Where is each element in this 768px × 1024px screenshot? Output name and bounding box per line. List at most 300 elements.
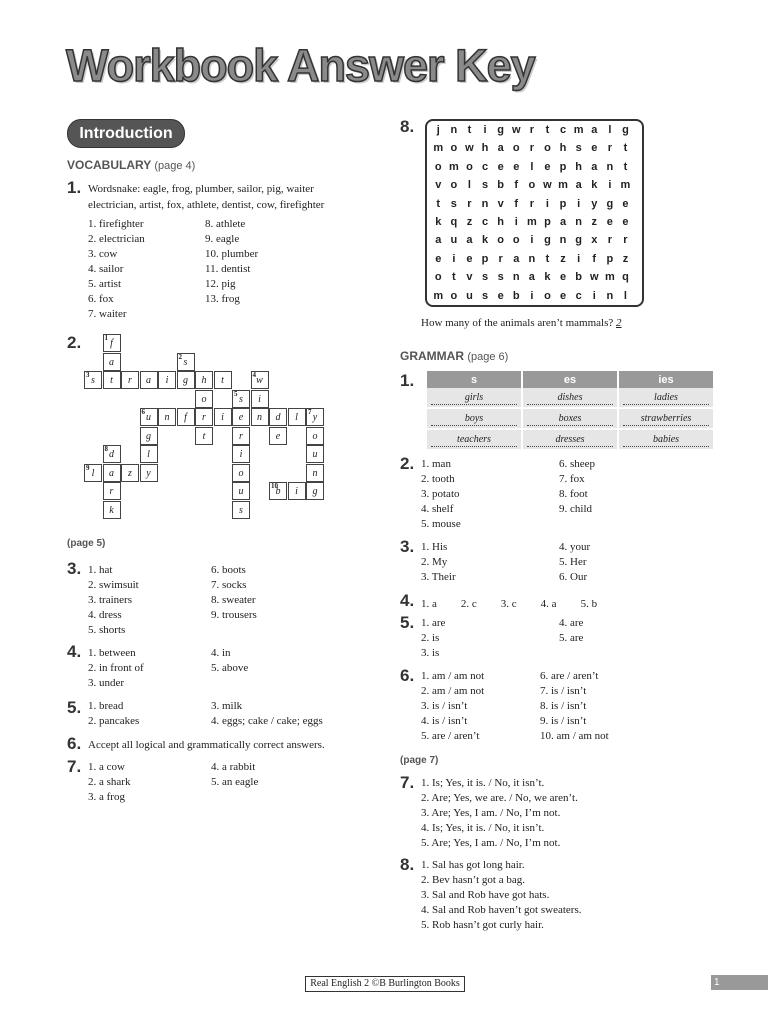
wordsearch-letter: i bbox=[608, 179, 612, 192]
section-label: Introduction bbox=[67, 119, 185, 148]
crossword-cell: a bbox=[103, 353, 121, 371]
list-item: 2. tooth bbox=[421, 473, 455, 485]
wordsearch-letter: t bbox=[452, 271, 456, 284]
crossword-cell: t bbox=[103, 371, 121, 389]
answer-list bbox=[88, 760, 130, 805]
wordsearch-letter: i bbox=[577, 197, 581, 210]
table-cell: babies bbox=[618, 429, 714, 450]
table-row bbox=[427, 429, 714, 450]
table-row bbox=[427, 408, 714, 429]
exercise-number: 2. bbox=[67, 333, 82, 352]
wordsearch-letter: m bbox=[573, 124, 584, 136]
wordsearch-letter: t bbox=[467, 124, 472, 136]
list-item: 3. Sal and Rob have got hats. bbox=[421, 889, 550, 901]
wordsearch-letter: o bbox=[450, 289, 458, 302]
wordsearch-letter: t bbox=[545, 252, 550, 265]
list-item: 3. potato bbox=[421, 488, 460, 500]
crossword-cell: t bbox=[214, 371, 232, 389]
wordsearch-letter: j bbox=[436, 124, 440, 136]
wordsnake-line-2: electrician, artist, fox, athlete, dentist, cow, firefighter bbox=[88, 199, 325, 211]
wordsearch-letter: o bbox=[434, 271, 442, 284]
answer-list bbox=[540, 669, 609, 744]
wordsearch-letter: b bbox=[497, 179, 504, 192]
clue-number: 7 bbox=[308, 408, 312, 416]
crossword-cell: g bbox=[177, 371, 195, 389]
list-item: 10. plumber bbox=[205, 248, 259, 260]
column-header: ies bbox=[618, 371, 714, 388]
list-item: 1. a bbox=[421, 598, 437, 610]
clue-number: 2 bbox=[178, 352, 182, 361]
wordsearch-letter: b bbox=[575, 271, 582, 284]
wordsearch-letter: l bbox=[467, 179, 471, 192]
crossword-cell: i bbox=[288, 482, 306, 500]
wordsnake-line-1: Wordsnake: eagle, frog, plumber, sailor, pig, waiter bbox=[88, 183, 314, 195]
list-item: 2. a shark bbox=[88, 776, 131, 788]
list-item: 5. are bbox=[559, 632, 584, 644]
list-item: 8. foot bbox=[559, 488, 588, 500]
grammar-page: (page 6) bbox=[467, 351, 509, 363]
wordsearch-letter: c bbox=[481, 216, 489, 228]
exercise-number: 7. bbox=[67, 757, 82, 776]
list-item: 8. is / isn’t bbox=[540, 700, 587, 712]
exercise-number: 3. bbox=[400, 537, 415, 556]
answer-list bbox=[88, 217, 145, 322]
wordsearch-letter: r bbox=[529, 197, 534, 210]
wordsearch-letter: n bbox=[606, 289, 614, 302]
list-item: 2. Bev hasn’t got a bag. bbox=[421, 874, 525, 886]
crossword-cell: 9 l bbox=[84, 464, 102, 482]
wordsearch-letter: t bbox=[623, 142, 628, 155]
wordsearch-letter: n bbox=[559, 234, 567, 247]
list-item: 3. under bbox=[88, 677, 125, 689]
grammar-heading bbox=[400, 349, 508, 363]
wordsearch-letter: v bbox=[497, 197, 504, 210]
wordsearch-letter: c bbox=[481, 160, 489, 173]
list-item: 4. shelf bbox=[421, 503, 454, 515]
list-item: 6. are / aren’t bbox=[540, 670, 599, 682]
question-text: How many of the animals aren’t mammals? bbox=[421, 317, 614, 329]
crossword-cell: a bbox=[103, 464, 121, 482]
wordsearch-letter: o bbox=[544, 289, 551, 302]
wordsearch-letter: n bbox=[575, 216, 582, 228]
exercise-number: 1. bbox=[67, 178, 82, 197]
table-row bbox=[427, 388, 714, 408]
wordsearch-letter: s bbox=[481, 289, 489, 302]
table-cell: boxes bbox=[522, 408, 618, 429]
list-item: 2. in front of bbox=[88, 662, 144, 674]
list-item: 8. athlete bbox=[205, 218, 246, 230]
clue-number: 8 bbox=[104, 445, 108, 453]
wordsearch-letter: a bbox=[591, 160, 598, 173]
list-item: 1. Is; Yes, it is. / No, it isn’t. bbox=[421, 777, 545, 789]
list-item: 7. fox bbox=[559, 473, 585, 485]
wordsearch-letter: m bbox=[433, 289, 444, 302]
wordsearch-letter: a bbox=[591, 124, 598, 136]
list-item: 5. Rob hasn’t got curly hair. bbox=[421, 919, 544, 931]
list-item: 1. between bbox=[88, 647, 136, 659]
wordsearch-letter: e bbox=[497, 289, 504, 302]
list-item: 7. socks bbox=[211, 579, 247, 591]
vocabulary-page: (page 4) bbox=[154, 160, 196, 172]
wordsearch-letter: e bbox=[466, 252, 473, 265]
wordsearch-letter: r bbox=[529, 124, 534, 136]
list-item: 5. shorts bbox=[88, 624, 126, 636]
wordsearch-letter: p bbox=[559, 197, 567, 210]
crossword-cell: r bbox=[121, 371, 139, 389]
wordsearch-letter: g bbox=[606, 197, 614, 210]
wordsearch-letter: e bbox=[622, 197, 629, 210]
question-answer: 2 bbox=[616, 317, 622, 329]
list-item: 2. am / am not bbox=[421, 685, 485, 697]
crossword-cell: n bbox=[306, 464, 324, 482]
list-item: 6. boots bbox=[211, 564, 246, 576]
answer-list bbox=[559, 457, 595, 517]
wordsearch-letter: t bbox=[623, 160, 628, 173]
wordsearch-letter: n bbox=[450, 124, 458, 136]
exercise-number: 4. bbox=[67, 642, 82, 661]
list-item: 2. Are; Yes, we are. / No, we aren’t. bbox=[421, 792, 578, 804]
wordsearch-letter: k bbox=[435, 216, 442, 228]
wordsearch-letter: s bbox=[497, 271, 504, 284]
list-item: 9. eagle bbox=[205, 233, 240, 245]
list-item: 6. Our bbox=[559, 571, 588, 583]
wordsearch-question bbox=[421, 316, 622, 331]
wordsearch-letter: w bbox=[589, 271, 599, 284]
crossword-cell: r bbox=[103, 482, 121, 500]
wordsearch-letter: o bbox=[544, 142, 551, 155]
wordsearch-letter: q bbox=[622, 271, 629, 284]
list-item: 3. Are; Yes, I am. / No, I’m not. bbox=[421, 807, 561, 819]
clue-number: 3 bbox=[86, 371, 90, 379]
wordsearch-letter: e bbox=[606, 216, 613, 228]
wordsearch-letter: o bbox=[512, 234, 520, 247]
wordsearch-letter: s bbox=[481, 271, 489, 284]
wordsearch-letter: b bbox=[512, 289, 520, 302]
answer-list bbox=[211, 760, 258, 790]
wordsearch-letter: e bbox=[622, 216, 629, 228]
wordsearch-letter: g bbox=[497, 124, 504, 136]
wordsearch-letter: x bbox=[591, 234, 598, 247]
list-item: 4. your bbox=[559, 541, 591, 553]
plural-table bbox=[427, 371, 715, 451]
list-item: 13. frog bbox=[205, 293, 240, 305]
clue-number: 9 bbox=[86, 463, 90, 472]
answer-list bbox=[559, 616, 583, 646]
wordsearch-letter: m bbox=[448, 160, 459, 173]
wordsearch-letter: n bbox=[606, 160, 614, 173]
wordsearch-letter: l bbox=[608, 124, 612, 136]
page-5-label: (page 5) bbox=[67, 538, 106, 549]
list-item: 3. milk bbox=[211, 700, 243, 712]
wordsearch-grid bbox=[425, 119, 644, 307]
wordsearch-letter: a bbox=[466, 234, 473, 247]
wordsearch-letter: h bbox=[497, 216, 504, 228]
wordsearch-letter: r bbox=[623, 234, 628, 247]
wordsearch-letter: i bbox=[530, 234, 534, 247]
wordsearch-letter: e bbox=[513, 160, 520, 173]
wordsearch-letter: e bbox=[544, 160, 551, 173]
clue-number: 4 bbox=[252, 371, 256, 379]
exercise-number: 8. bbox=[400, 117, 415, 136]
wordsearch-letter: o bbox=[466, 160, 473, 173]
crossword-cell: 1 f bbox=[103, 334, 121, 352]
list-item: 2. swimsuit bbox=[88, 579, 139, 591]
list-item: 3. cow bbox=[88, 248, 118, 260]
wordsearch-letter: a bbox=[528, 271, 535, 284]
crossword-cell: 3 s bbox=[84, 371, 102, 389]
crossword-cell: e bbox=[269, 427, 287, 445]
crossword-cell: s bbox=[232, 501, 250, 519]
crossword-cell: f bbox=[177, 408, 195, 426]
wordsearch-letter: o bbox=[497, 234, 504, 247]
list-item: 1. His bbox=[421, 541, 448, 553]
list-item: 4. a bbox=[540, 598, 557, 610]
answer-list bbox=[559, 540, 590, 585]
list-item: 7. is / isn’t bbox=[540, 685, 587, 697]
list-item: 4. Is; Yes, it is. / No, it isn’t. bbox=[421, 822, 545, 834]
crossword-cell: u bbox=[306, 445, 324, 463]
list-item: 4. dress bbox=[88, 609, 122, 621]
wordsearch-letter: k bbox=[544, 271, 551, 284]
exercise-number: 8. bbox=[400, 855, 415, 874]
crossword-cell: o bbox=[306, 427, 324, 445]
answer-list bbox=[421, 776, 578, 851]
wordsearch-letter: a bbox=[435, 234, 442, 247]
wordsearch-letter: e bbox=[591, 142, 598, 155]
wordsearch-letter: s bbox=[450, 197, 457, 210]
wordsearch-letter: h bbox=[559, 142, 567, 155]
list-item: 5. above bbox=[211, 662, 249, 674]
crossword-cell: n bbox=[251, 408, 269, 426]
answer-list bbox=[88, 563, 139, 638]
wordsearch-letter: c bbox=[575, 289, 582, 302]
crossword-cell: 4 w bbox=[251, 371, 269, 389]
crossword-cell: e bbox=[232, 408, 250, 426]
wordsearch-letter: r bbox=[607, 142, 612, 155]
footer-credit: Real English 2 ©B Burlington Books bbox=[305, 976, 465, 992]
wordsearch-letter: l bbox=[530, 160, 534, 173]
list-item: 1. a cow bbox=[88, 761, 125, 773]
wordsearch-letter: a bbox=[497, 142, 504, 155]
clue-number: 5 bbox=[234, 389, 238, 398]
crossword-cell: z bbox=[121, 464, 139, 482]
crossword-cell: 8 d bbox=[103, 445, 121, 463]
list-item: 1. man bbox=[421, 458, 451, 470]
page-title: Workbook Answer Key bbox=[66, 40, 535, 91]
wordsearch-letter: o bbox=[434, 160, 442, 173]
clue-number: 10 bbox=[271, 482, 278, 490]
answer-list bbox=[88, 646, 144, 691]
wordsearch-letter: z bbox=[591, 216, 597, 228]
crossword-cell: o bbox=[195, 390, 213, 408]
wordsearch-letter: p bbox=[606, 252, 614, 265]
list-item: 2. pancakes bbox=[88, 715, 140, 727]
crossword-cell: l bbox=[288, 408, 306, 426]
list-item: 4. eggs; cake / cake; eggs bbox=[211, 715, 323, 727]
answer-row bbox=[421, 594, 621, 612]
list-item: 6. fox bbox=[88, 293, 114, 305]
exercise-number: 5. bbox=[67, 698, 82, 717]
wordsearch-letter: h bbox=[575, 160, 582, 173]
wordsearch-letter: i bbox=[577, 252, 581, 265]
exercise-number: 2. bbox=[400, 454, 415, 473]
wordsearch-letter: r bbox=[607, 234, 612, 247]
wordsearch-letter: r bbox=[529, 142, 534, 155]
grammar-title: GRAMMAR bbox=[400, 349, 464, 363]
crossword-cell: o bbox=[232, 464, 250, 482]
exercise-6-text: Accept all logical and grammatically correct answers. bbox=[88, 739, 325, 751]
wordsearch-letter: w bbox=[511, 124, 521, 136]
wordsearch-letter: l bbox=[623, 289, 627, 302]
list-item: 9. child bbox=[559, 503, 592, 515]
wordsearch-letter: i bbox=[452, 252, 456, 265]
wordsearch-letter: p bbox=[559, 160, 567, 173]
wordsearch-letter: m bbox=[620, 179, 631, 192]
page-7-label: (page 7) bbox=[400, 755, 439, 766]
crossword-cell: r bbox=[232, 427, 250, 445]
wordsearch-letter: a bbox=[575, 179, 582, 192]
list-item: 5. mouse bbox=[421, 518, 461, 530]
wordsearch-letter: g bbox=[622, 124, 629, 136]
page-number: 1 bbox=[711, 975, 768, 990]
list-item: 10. am / am not bbox=[540, 730, 609, 742]
crossword-cell: u bbox=[232, 482, 250, 500]
clue-number: 6 bbox=[141, 408, 145, 416]
crossword-cell: n bbox=[158, 408, 176, 426]
wordsearch-letter: y bbox=[591, 197, 598, 210]
column-header: s bbox=[427, 371, 522, 388]
wordsearch-letter: i bbox=[514, 216, 518, 228]
wordsearch-letter: h bbox=[481, 142, 489, 155]
crossword-cell: i bbox=[214, 408, 232, 426]
exercise-number: 5. bbox=[400, 613, 415, 632]
wordsearch-letter: i bbox=[483, 124, 487, 136]
wordsearch-letter: r bbox=[498, 252, 503, 265]
vocabulary-title: VOCABULARY bbox=[67, 158, 152, 172]
list-item: 3. Their bbox=[421, 571, 456, 583]
answer-list bbox=[211, 646, 248, 676]
clue-number: 1 bbox=[104, 334, 108, 342]
wordsearch-letter: k bbox=[591, 179, 598, 192]
answer-list bbox=[205, 217, 258, 307]
exercise-number: 1. bbox=[400, 371, 415, 390]
wordsearch-letter: f bbox=[514, 197, 519, 210]
list-item: 3. a frog bbox=[88, 791, 125, 803]
wordsearch-letter: t bbox=[545, 124, 550, 136]
crossword-cell: d bbox=[269, 408, 287, 426]
wordsearch-letter: o bbox=[512, 142, 520, 155]
crossword-cell: a bbox=[140, 371, 158, 389]
crossword-cell: 2 s bbox=[177, 353, 195, 371]
list-item: 5. an eagle bbox=[211, 776, 259, 788]
table-cell: teachers bbox=[427, 429, 522, 450]
list-item: 6. sheep bbox=[559, 458, 596, 470]
wordsearch-letter: m bbox=[604, 271, 615, 284]
wordsearch-letter: k bbox=[481, 234, 489, 247]
table-cell: girls bbox=[427, 388, 522, 408]
wordsearch-letter: p bbox=[544, 216, 551, 228]
table-cell: ladies bbox=[618, 388, 714, 408]
wordsearch-letter: i bbox=[530, 289, 534, 302]
wordsearch-letter: o bbox=[450, 179, 458, 192]
list-item: 9. is / isn’t bbox=[540, 715, 587, 727]
wordsearch-letter: f bbox=[592, 252, 597, 265]
crossword-cell: 6 u bbox=[140, 408, 158, 426]
wordsearch-letter: i bbox=[545, 197, 549, 210]
crossword-cell: g bbox=[140, 427, 158, 445]
wordsearch-letter: w bbox=[465, 142, 474, 155]
list-item: 1. Sal has got long hair. bbox=[421, 859, 525, 871]
answer-list bbox=[421, 858, 582, 933]
wordsearch-letter: n bbox=[481, 197, 489, 210]
list-item: 1. firefighter bbox=[88, 218, 144, 230]
table-cell: dresses bbox=[522, 429, 618, 450]
crossword-cell: 10 b bbox=[269, 482, 287, 500]
wordsearch-letter: e bbox=[559, 271, 567, 284]
crossword-cell: i bbox=[232, 445, 250, 463]
wordsearch-letter: z bbox=[560, 252, 566, 265]
exercise-number: 6. bbox=[67, 734, 82, 753]
wordsearch-letter: m bbox=[526, 216, 537, 228]
wordsearch-letter: r bbox=[467, 197, 472, 210]
wordsearch-letter: s bbox=[575, 142, 582, 155]
wordsearch-letter: w bbox=[543, 179, 552, 192]
answer-list bbox=[88, 699, 139, 729]
list-item: 1. am / am not bbox=[421, 670, 485, 682]
wordsearch-letter: z bbox=[622, 252, 629, 265]
list-item: 4. in bbox=[211, 647, 231, 659]
list-item: 4. is / isn’t bbox=[421, 715, 468, 727]
column-header: es bbox=[522, 371, 618, 388]
list-item: 3. is / isn’t bbox=[421, 700, 468, 712]
wordsearch-letter: a bbox=[513, 252, 520, 265]
crossword-cell: g bbox=[306, 482, 324, 500]
wordsearch-letter: u bbox=[466, 289, 473, 302]
crossword-cell: r bbox=[195, 408, 213, 426]
wordsearch-letter: a bbox=[559, 216, 567, 228]
wordsearch-letter: e bbox=[435, 252, 442, 265]
list-item: 1. are bbox=[421, 617, 446, 629]
wordsearch-letter: e bbox=[559, 289, 567, 302]
list-item: 5. are / aren’t bbox=[421, 730, 480, 742]
wordsearch-letter: z bbox=[466, 216, 473, 228]
wordsearch-letter: v bbox=[435, 179, 442, 192]
wordsearch-letter: c bbox=[559, 124, 567, 136]
wordsearch-letter: n bbox=[528, 252, 536, 265]
crossword-cell: k bbox=[103, 501, 121, 519]
crossword-cell: i bbox=[251, 390, 269, 408]
crossword-cell: h bbox=[195, 371, 213, 389]
wordsearch-letter: q bbox=[450, 216, 458, 228]
list-item: 1. hat bbox=[88, 564, 113, 576]
wordsearch-letter: u bbox=[450, 234, 458, 247]
list-item: 11. dentist bbox=[205, 263, 251, 275]
wordsearch-letter: i bbox=[592, 289, 596, 302]
list-item: 4. sailor bbox=[88, 263, 124, 275]
list-item: 3. trainers bbox=[88, 594, 132, 606]
list-item: 4. Sal and Rob haven’t got sweaters. bbox=[421, 904, 582, 916]
list-item: 2. is bbox=[421, 632, 440, 644]
crossword-cell: 7 y bbox=[306, 408, 324, 426]
crossword-cell: i bbox=[158, 371, 176, 389]
list-item: 5. Are; Yes, I am. / No, I’m not. bbox=[421, 837, 561, 849]
exercise-number: 7. bbox=[400, 773, 415, 792]
wordsearch-letter: g bbox=[575, 234, 582, 247]
crossword-cell: t bbox=[195, 427, 213, 445]
wordsearch-letter: e bbox=[497, 160, 504, 173]
answer-list bbox=[421, 457, 461, 532]
table-cell: boys bbox=[427, 408, 522, 429]
